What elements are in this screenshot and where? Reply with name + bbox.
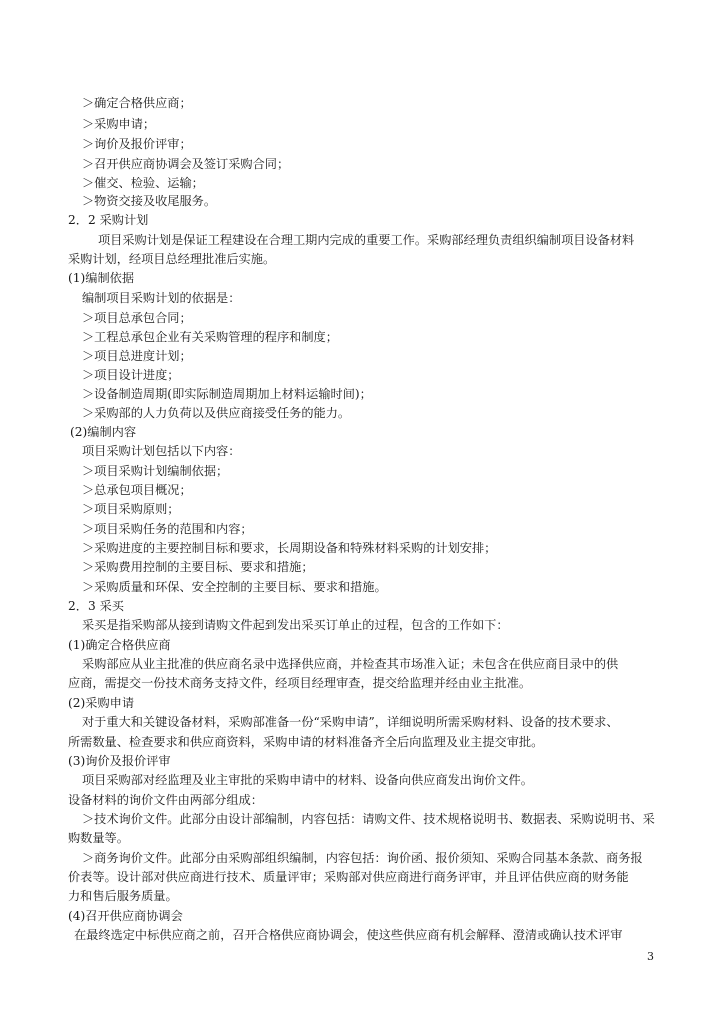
text-line: 对于重大和关键设备材料，采购部准备一份“采购申请”，详细说明所需采购材料、设备的技术要求、: [82, 715, 619, 729]
text-line: 力和售后服务质量。: [68, 889, 178, 903]
text-line: 项目采购计划是保证工程建设在合理工期内完成的重要工作。采购部经理负责组织编制项目设备材料: [98, 233, 635, 247]
text-line: 设备材料的询价文件由两部分组成：: [68, 793, 263, 807]
text-line: ＞设备制造周期(即实际制造周期加上材料运输时间)；: [82, 387, 372, 401]
text-line: ＞询价及报价评审；: [82, 137, 192, 151]
text-line: ＞项目采购原则；: [82, 502, 180, 516]
subsection-heading: (1)确定合格供应商: [68, 638, 171, 652]
text-line: ＞物资交接及收尾服务。: [82, 194, 217, 208]
section-heading: 2．2 采购计划: [68, 213, 149, 227]
text-line: ＞采购质量和环保、安全控制的主要目标、要求和措施。: [82, 580, 387, 594]
subsection-heading: (1)编制依据: [68, 271, 135, 285]
text-line: ＞项目总进度计划；: [82, 349, 192, 363]
text-line: 项目采购计划包括以下内容：: [82, 444, 241, 458]
section-heading: 2．3 采买: [68, 599, 124, 613]
text-line: 项目采购部对经监理及业主审批的采购申请中的材料、设备向供应商发出询价文件。: [82, 773, 533, 787]
text-line: ＞技术询价文件。此部分由设计部编制，内容包括：请购文件、技术规格说明书、数据表、采购说明书、采: [82, 812, 655, 826]
page-number: 3: [647, 950, 654, 963]
text-line: ＞确定合格供应商；: [82, 96, 192, 110]
text-line: ＞采购部的人力负荷以及供应商接受任务的能力。: [82, 406, 351, 420]
text-line: 在最终选定中标供应商之前，召开合格供应商协调会，使这些供应商有机会解释、澄清或确认技术评审: [74, 928, 623, 942]
subsection-heading: (4)召开供应商协调会: [68, 909, 183, 923]
text-line: ＞催交、检验、运输；: [82, 176, 204, 190]
text-line: 采购计划，经项目总经理批准后实施。: [68, 252, 276, 266]
text-line: 编制项目采购计划的依据是：: [82, 291, 241, 305]
text-line: 价表等。设计部对供应商进行技术、质量评审；采购部对供应商进行商务评审，并且评估供应商的财务能: [68, 870, 629, 884]
subsection-heading: (2)编制内容: [70, 425, 137, 439]
text-line: ＞采购进度的主要控制目标和要求，长周期设备和特殊材料采购的计划安排；: [82, 541, 497, 555]
text-line: 应商，需提交一份技术商务支持文件，经项目经理审查，提交给监理并经由业主批准。: [68, 676, 532, 690]
subsection-heading: (2)采购申请: [68, 696, 135, 710]
text-line: ＞项目总承包合同；: [82, 311, 192, 325]
text-line: ＞项目采购任务的范围和内容；: [82, 522, 253, 536]
text-line: 购数量等。: [68, 831, 129, 845]
text-line: ＞项目设计进度；: [82, 368, 180, 382]
text-line: ＞工程总承包企业有关采购管理的程序和制度；: [82, 330, 338, 344]
text-line: ＞召开供应商协调会及签订采购合同；: [82, 157, 290, 171]
text-line: 所需数量、检查要求和供应商资料，采购申请的材料准备齐全后向监理及业主提交审批。: [68, 735, 544, 749]
subsection-heading: (3)询价及报价评审: [68, 754, 171, 768]
text-line: 采购部应从业主批准的供应商名录中选择供应商，并检查其市场准入证；未包含在供应商目录中的供: [82, 657, 619, 671]
text-line: 采买是指采购部从接到请购文件起到发出采买订单止的过程，包含的工作如下：: [82, 618, 509, 632]
text-line: ＞总承包项目概况；: [82, 483, 192, 497]
text-line: ＞项目采购计划编制依据；: [82, 464, 229, 478]
text-line: ＞商务询价文件。此部分由采购部组织编制，内容包括：询价函、报价须知、采购合同基本条款、商务报: [82, 851, 643, 865]
text-line: ＞采购申请；: [82, 117, 156, 131]
text-line: ＞采购费用控制的主要目标、要求和措施；: [82, 560, 314, 574]
